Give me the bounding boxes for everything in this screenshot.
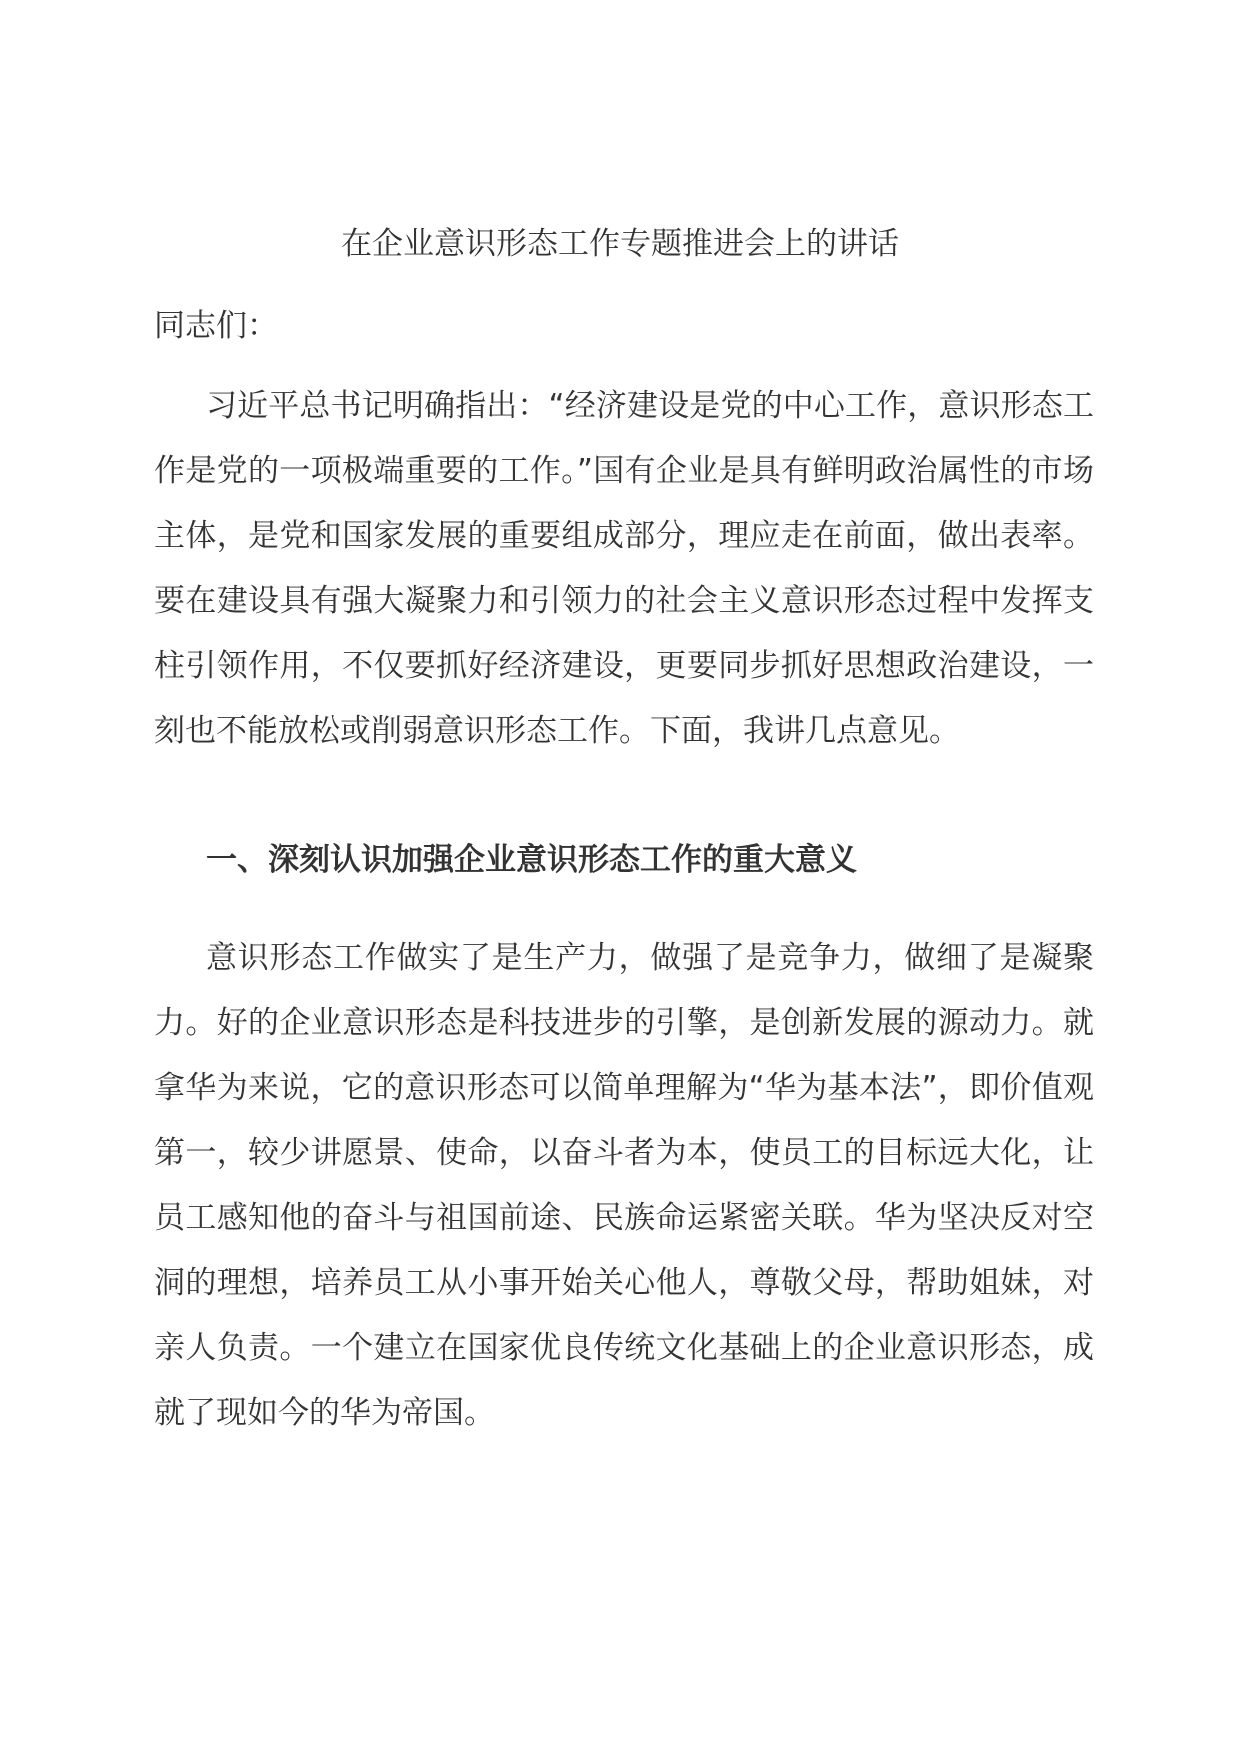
salutation: 同志们： <box>154 308 278 344</box>
section-paragraph: 意识形态工作做实了是生产力，做强了是竞争力，做细了是凝聚力。好的企业意识形态是科技进步的引擎，是创新发展的源动力。就拿华为来说，它的意识形态可以简单理解为“华为基本法”，即价值观第一，较少讲愿景、使命，以奋斗者为本，使员工的目标远大化，让员工感知他的奋斗与祖国前途、民族命运紧密关联。华为坚决反对空洞的理想，培养员工从小事开始关心他人，尊敬父母，帮助姐妹，对亲人负责。一个建立在国家优良传统文化基础上的企业意识形态，成就了现如今的华为帝国。 <box>154 940 1094 1431</box>
document-title: 在企业意识形态工作专题推进会上的讲话 <box>341 226 899 262</box>
intro-paragraph: 习近平总书记明确指出：“经济建设是党的中心工作，意识形态工作是党的一项极端重要的工作。”国有企业是具有鲜明政治属性的市场主体，是党和国家发展的重要组成部分，理应走在前面，做出表率。要在建设具有强大凝聚力和引领力的社会主义意识形态过程中发挥支柱引领作用，不仅要抓好经济建设，更要同步抓好思想政治建设，一刻也不能放松或削弱意识形态工作。下面，我讲几点意见。 <box>154 388 1094 749</box>
section-heading: 一、深刻认识加强企业意识形态工作的重大意义 <box>206 842 857 878</box>
